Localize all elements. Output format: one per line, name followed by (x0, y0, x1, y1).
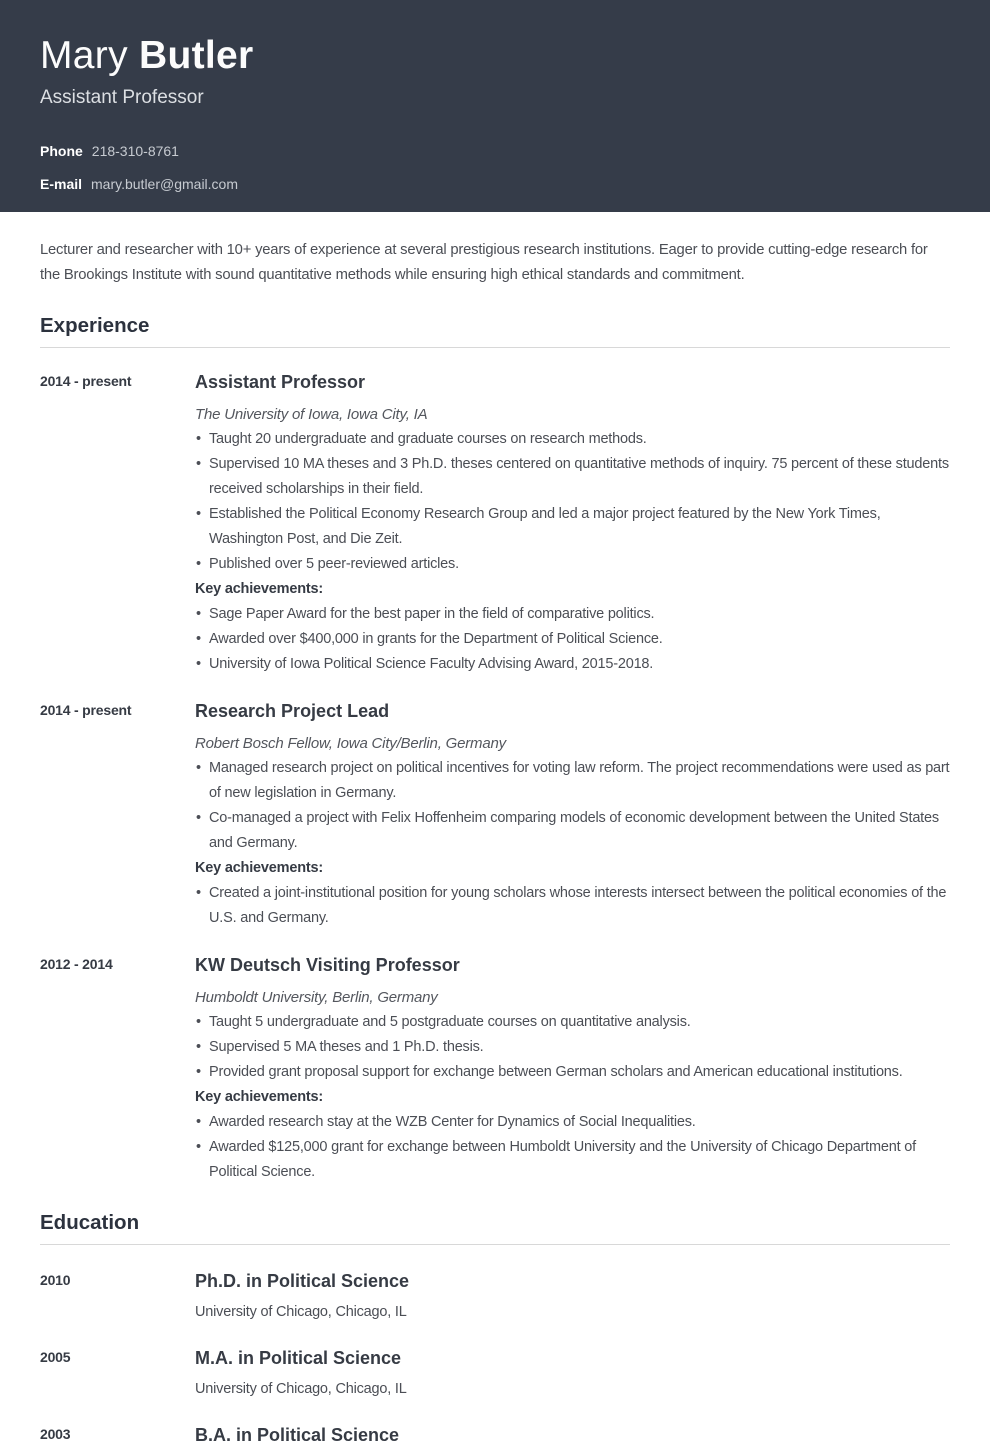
education-entry (40, 1423, 950, 1447)
experience-entry (40, 699, 950, 931)
entry-title: Ph.D. in Political Science (195, 1271, 410, 1291)
entry-achievements (195, 881, 950, 931)
bullet-item: • Taught 20 undergraduate and graduate courses on research methods. (195, 427, 950, 452)
bullet-item: • Provided grant proposal support for exchange between German scholars and American educational institutions. (195, 1060, 950, 1085)
first-name: Mary (40, 34, 128, 77)
education-section (40, 1211, 950, 1447)
entry-bullets (195, 427, 950, 577)
bullet-item: • Created a joint-institutional position for young scholars whose interests intersect between the political economies of the U.S. and Germany. (195, 881, 950, 931)
entry-body (195, 1423, 950, 1447)
bullet-item: • University of Iowa Political Science Faculty Advising Award, 2015-2018. (195, 652, 950, 677)
entry-dates: 2005 (40, 1349, 71, 1365)
experience-heading: Experience (40, 314, 950, 348)
entry-dates: 2012 - 2014 (40, 956, 113, 972)
entry-place: University of Chicago, Chicago, IL (195, 1381, 407, 1397)
entry-place: The University of Iowa, Iowa City, IA (195, 406, 428, 423)
education-entry (40, 1346, 950, 1399)
phone-value: 218-310-8761 (91, 143, 179, 159)
job-title: Assistant Professor (40, 87, 204, 108)
experience-entry (40, 370, 950, 677)
bullet-item: • Sage Paper Award for the best paper in the field of comparative politics. (195, 602, 950, 627)
key-achievements-label: Key achievements: (195, 1089, 323, 1105)
resume-header (0, 0, 990, 212)
education-heading: Education (40, 1211, 950, 1245)
entry-dates: 2003 (40, 1426, 71, 1442)
bullet-item: • Established the Political Economy Research Group and led a major project featured by the New York Times, Washington Post, and Die Zeit. (195, 502, 950, 552)
key-achievements-label: Key achievements: (195, 581, 323, 597)
resume-body (0, 238, 990, 1447)
entry-body (195, 1346, 950, 1399)
contact-row-email (40, 168, 950, 201)
education-entries (40, 1269, 950, 1447)
email-label: E-mail (40, 176, 83, 192)
last-name: Butler (139, 34, 254, 77)
entry-body (195, 1269, 950, 1322)
bullet-item: • Awarded $125,000 grant for exchange between Humboldt University and the University of Chicago Department of Political Science. (195, 1135, 950, 1185)
phone-label: Phone (40, 143, 83, 159)
entry-title: Assistant Professor (195, 372, 366, 392)
email-value: mary.butler@gmail.com (91, 176, 239, 192)
experience-entry (40, 953, 950, 1185)
summary-paragraph: Lecturer and researcher with 10+ years of experience at several prestigious research institutions. Eager to provide cutting-edge research for the Brookings Institute with sound quantitative methods while ensuring high ethical standards and commitment. (40, 242, 928, 283)
person-name (40, 34, 950, 78)
entry-dates: 2014 - present (40, 373, 132, 389)
entry-dates: 2014 - present (40, 702, 132, 718)
contact-block (40, 135, 950, 201)
experience-entries (40, 370, 950, 1185)
bullet-item: • Co-managed a project with Felix Hoffenheim comparing models of economic development between the United States and Germany. (195, 806, 950, 856)
entry-title: Research Project Lead (195, 701, 390, 721)
experience-section (40, 314, 950, 1185)
key-achievements-label: Key achievements: (195, 860, 323, 876)
entry-achievements (195, 602, 950, 677)
entry-title: KW Deutsch Visiting Professor (195, 955, 460, 975)
bullet-item: • Supervised 10 MA theses and 3 Ph.D. theses centered on quantitative methods of inquiry. 75 percent of these students received scholarships in their field. (195, 452, 950, 502)
bullet-item: • Taught 5 undergraduate and 5 postgraduate courses on quantitative analysis. (195, 1010, 950, 1035)
entry-body (195, 370, 950, 677)
entry-place: Robert Bosch Fellow, Iowa City/Berlin, Germany (195, 735, 506, 752)
entry-achievements (195, 1110, 950, 1185)
bullet-item: • Awarded research stay at the WZB Center for Dynamics of Social Inequalities. (195, 1110, 950, 1135)
entry-bullets (195, 1010, 950, 1085)
bullet-item: • Supervised 5 MA theses and 1 Ph.D. thesis. (195, 1035, 950, 1060)
contact-row-phone (40, 135, 950, 168)
entry-bullets (195, 756, 950, 856)
entry-dates: 2010 (40, 1272, 71, 1288)
education-entry (40, 1269, 950, 1322)
bullet-item: • Published over 5 peer-reviewed articles. (195, 552, 950, 577)
entry-title: M.A. in Political Science (195, 1348, 402, 1368)
entry-place: Humboldt University, Berlin, Germany (195, 989, 438, 1006)
bullet-item: • Awarded over $400,000 in grants for the Department of Political Science. (195, 627, 950, 652)
entry-body (195, 699, 950, 931)
entry-place: University of Chicago, Chicago, IL (195, 1304, 407, 1320)
bullet-item: • Managed research project on political incentives for voting law reform. The project recommendations were used as part of new legislation in Germany. (195, 756, 950, 806)
entry-title: B.A. in Political Science (195, 1425, 400, 1445)
entry-body (195, 953, 950, 1185)
